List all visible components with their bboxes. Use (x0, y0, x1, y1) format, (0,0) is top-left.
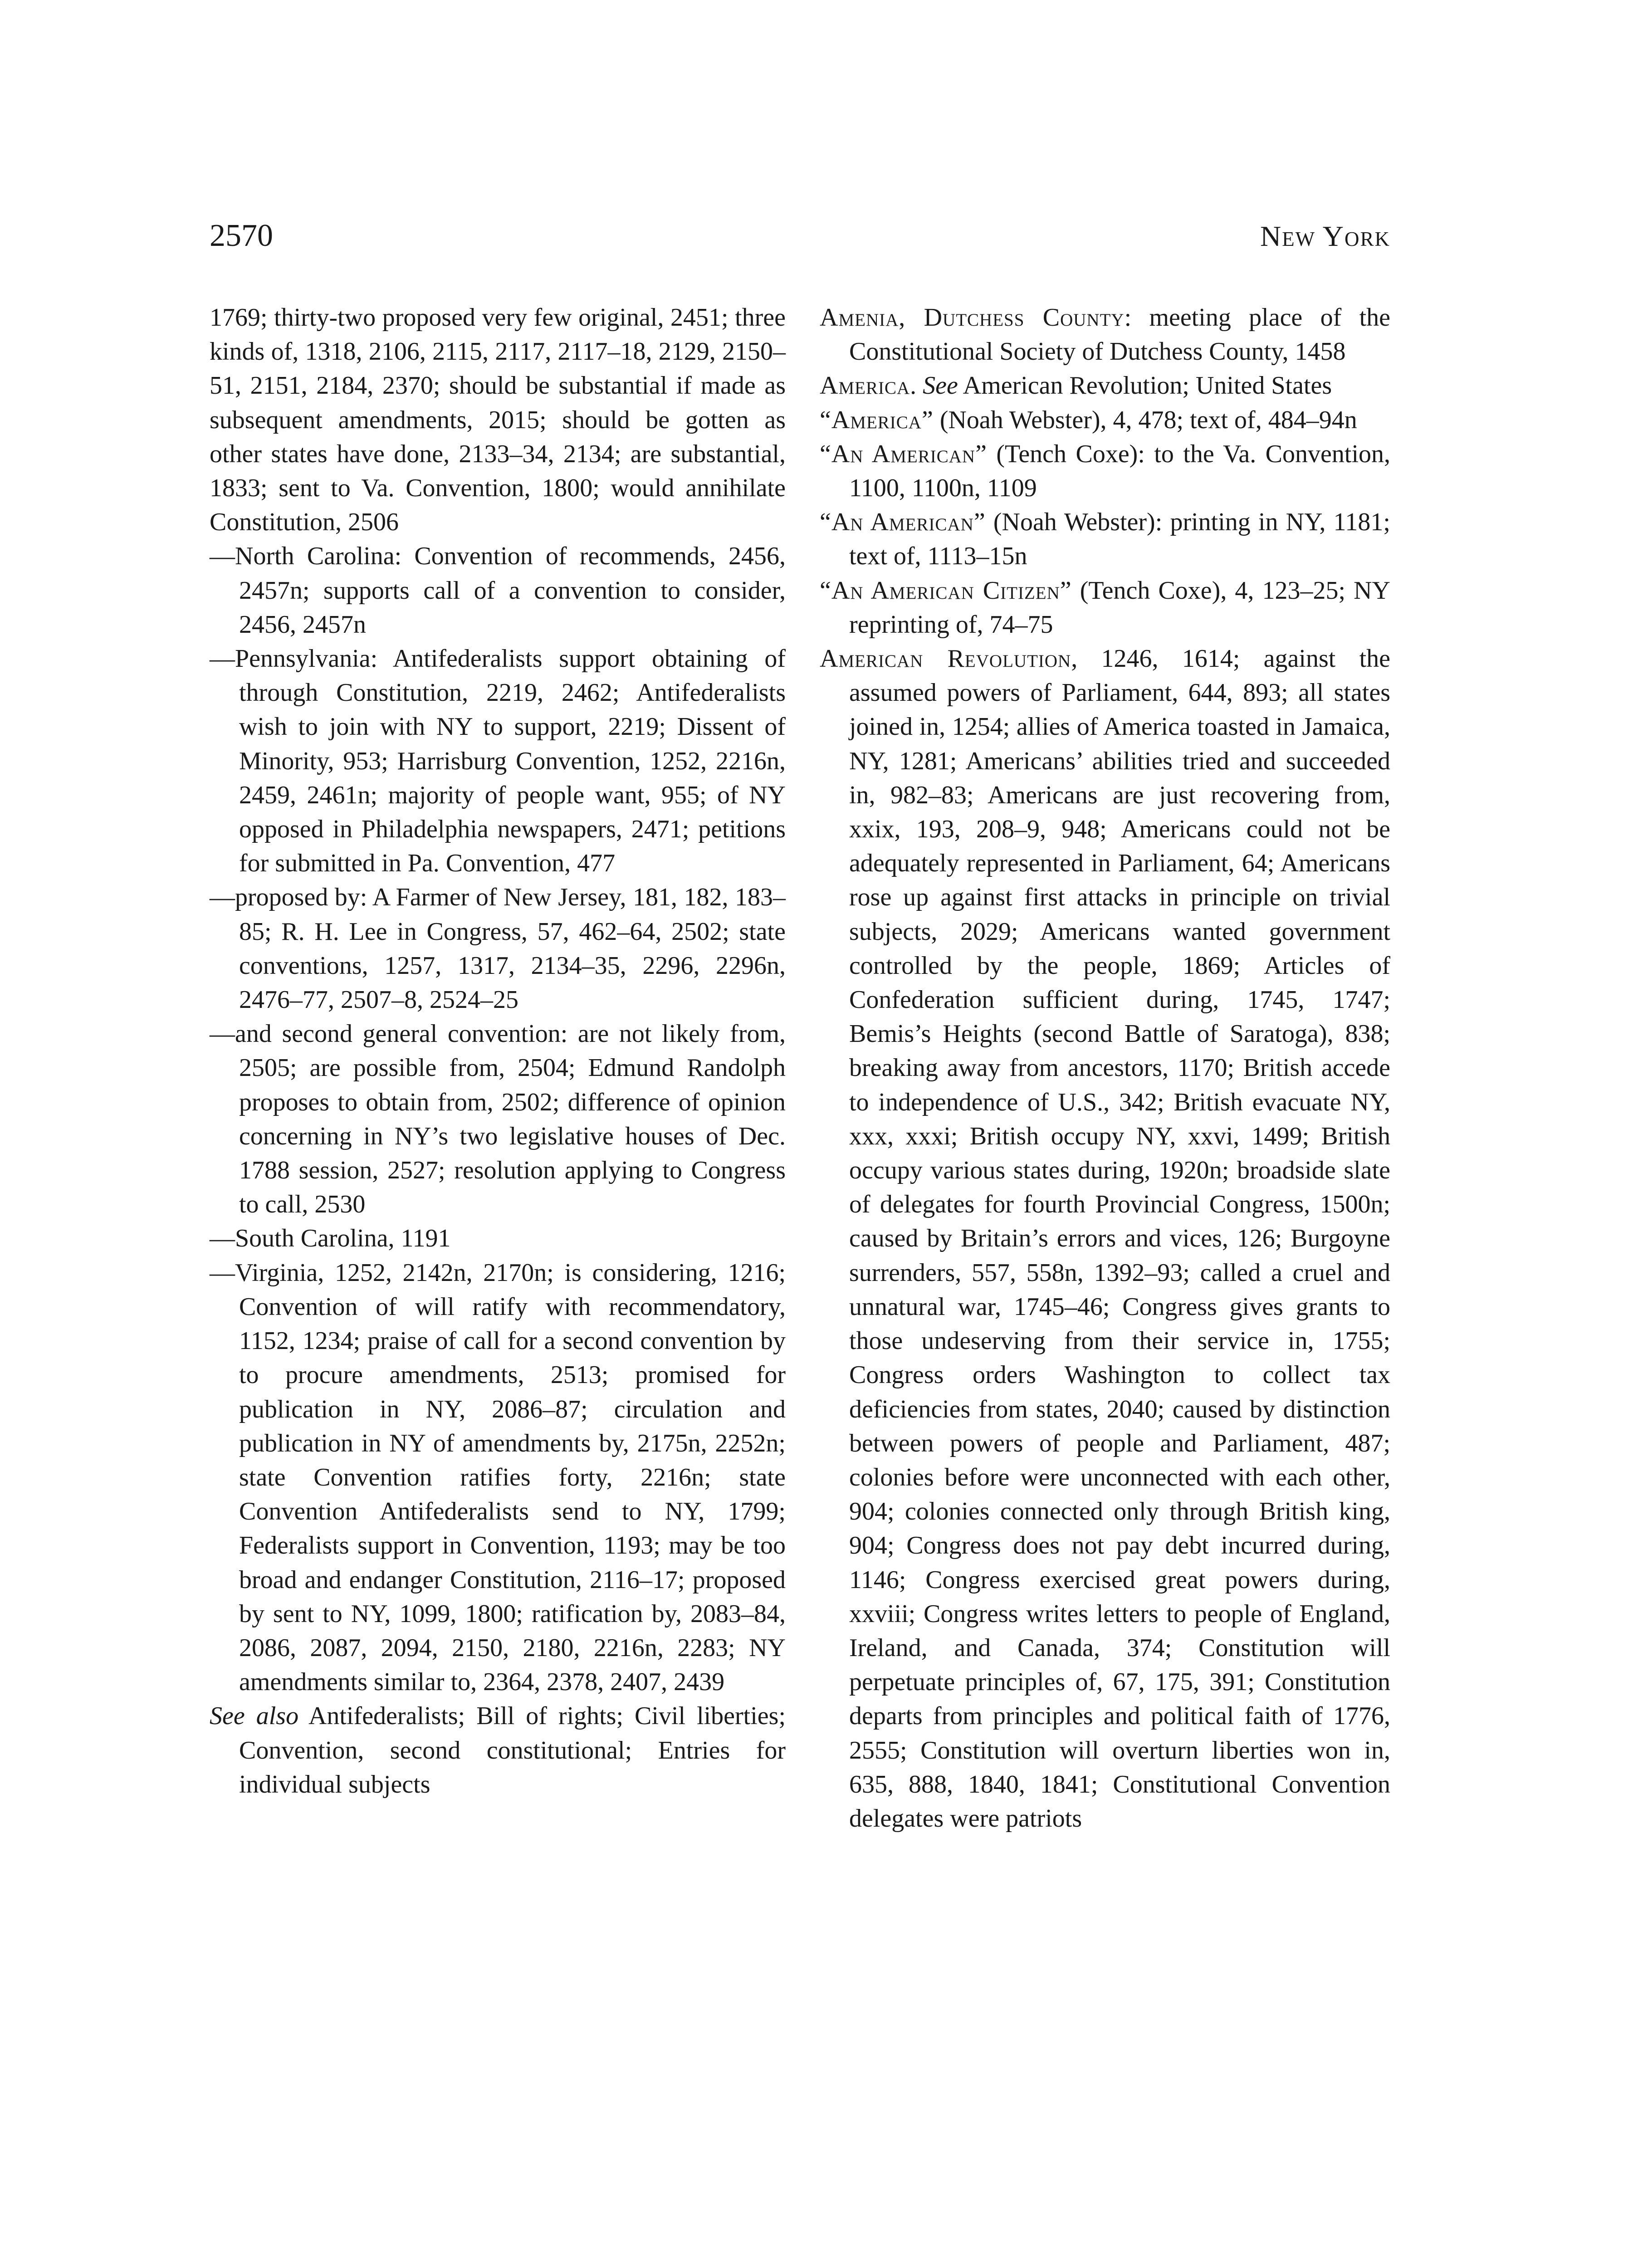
entry-heading: American Revolution (820, 645, 1071, 673)
entry-text: . See American Revolution; United States (910, 371, 1332, 400)
entry-heading: “An American” (820, 440, 987, 468)
entry-text: (Noah Webster): printing in NY, 1181; text of, 1113–15n (849, 508, 1390, 571)
entry-text: (Noah Webster), 4, 478; text of, 484–94n (933, 406, 1357, 434)
index-entry (820, 437, 1390, 505)
entry-heading: America (820, 371, 910, 400)
entry-text: , 1246, 1614; against the assumed powers of Parliament, 644, 893; all states joined in, 1254; allies of America toasted in Jamaica, NY, 1281; Americans’ abilities tried and succeeded in, 982–83; Americans are just recovering from, xxix, 193, 208–9, 948; Americans could not be adequately represented in Parliament, 64; Americans rose up against first attacks in principle on trivial subjects, 2029; Americans wanted government controlled by the people, 1869; Articles of Confederation sufficient during, 1745, 1747; Bemis’s Heights (second Battle of Saratoga), 838; breaking away from ancestors, 1170; British accede to independence of U.S., 342; British evacuate NY, xxx, xxxi; British occupy NY, xxvi, 1499; British occupy various states during, 1920n; broadside slate of delegates for fourth Provincial Congress, 1500n; caused by Britain’s errors and vices, 126; Burgoyne surrenders, 557, 558n, 1392–93; called a cruel and unnatural war, 1745–46; Congress gives grants to those undeserving from their service in, 1755; Congress orders Washington to collect tax deficiencies from states, 2040; caused by distinction between powers of people and Parliament, 487; colonies before were unconnected with each other, 904; colonies connected only through British king, 904; Congress does not pay debt incurred during, 1146; Congress exercised great powers during, xxviii; Congress writes letters to people of England, Ireland, and Canada, 374; Constitution will perpetuate principles of, 67, 175, 391; Constitution departs from principles and political faith of 1776, 2555; Constitution will overturn liberties won in, 635, 888, 1840, 1841; Constitutional Convention delegates were patriots (849, 645, 1390, 1833)
see-also-label: See also (210, 1702, 299, 1730)
running-head: New York (1260, 220, 1390, 252)
index-entry (820, 505, 1390, 573)
see-label: See (923, 371, 958, 400)
entry-text: (Tench Coxe): to the Va. Convention, 1100, 1100n, 1109 (849, 440, 1390, 503)
entry-heading: Amenia, Dutchess County (820, 303, 1125, 332)
entry-heading: “An American Citizen” (820, 576, 1072, 605)
entry-heading: “An American” (820, 508, 986, 537)
subentry-second-convention: —and second general convention: are not likely from, 2505; are possible from, 2504; Edmund Randolph proposes to obtain from, 2502; difference of opinion concerning in NY’s two legislative houses of Dec. 1788 session, 2527; resolution applying to Congress to call, 2530 (210, 1020, 786, 1219)
right-column (820, 301, 1390, 1836)
page-header (210, 218, 1390, 259)
index-entry (820, 301, 1390, 369)
index-entry (820, 369, 1390, 403)
subentry-proposed-by: —proposed by: A Farmer of New Jersey, 181, 182, 183–85; R. H. Lee in Congress, 57, 462–64, 2502; state conventions, 1257, 1317, 2134–35, 2296, 2296n, 2476–77, 2507–8, 2524–25 (210, 883, 786, 1014)
entry-text: (Tench Coxe), 4, 123–25; NY reprinting of, 74–75 (849, 576, 1390, 639)
continued-entry-text: 1769; thirty-two proposed very few original, 2451; three kinds of, 1318, 2106, 2115, 2117, 2117–18, 2129, 2150–51, 2151, 2184, 2370; should be substantial if made as subsequent amendments, 2015; should be gotten as other states have done, 2133–34, 2134; are substantial, 1833; sent to Va. Convention, 1800; would annihilate Constitution, 2506 (210, 303, 786, 537)
index-entry (820, 574, 1390, 642)
entry-text: : meeting place of the Constitutional Society of Dutchess County, 1458 (849, 303, 1390, 366)
see-also-reference (210, 1699, 786, 1802)
subentry-pennsylvania: —Pennsylvania: Antifederalists support obtaining of through Constitution, 2219, 2462; Antifederalists wish to join with NY to support, 2219; Dissent of Minority, 953; Harrisburg Convention, 1252, 2216n, 2459, 2461n; majority of people want, 955; of NY opposed in Philadelphia newspapers, 2471; petitions for submitted in Pa. Convention, 477 (210, 645, 786, 878)
subentry-virginia: —Virginia, 1252, 2142n, 2170n; is considering, 1216; Convention of will ratify with recommendatory, 1152, 1234; praise of call for a second convention by to procure amendments, 2513; promised for publication in NY, 2086–87; circulation and publication in NY of amendments by, 2175n, 2252n; state Convention ratifies forty, 2216n; state Convention Antifederalists send to NY, 1799; Federalists support in Convention, 1193; may be too broad and endanger Constitution, 2116–17; proposed by sent to NY, 1099, 1800; ratification by, 2083–84, 2086, 2087, 2094, 2150, 2180, 2216n, 2283; NY amendments similar to, 2364, 2378, 2407, 2439 (210, 1258, 786, 1696)
index-entry (820, 403, 1390, 437)
subentry-south-carolina: —South Carolina, 1191 (210, 1224, 451, 1253)
subentry-north-carolina: —North Carolina: Convention of recommends, 2456, 2457n; supports call of a convention to consider, 2456, 2457n (210, 542, 786, 639)
see-also-text: Antifederalists; Bill of rights; Civil liberties; Convention, second constitutional; Entries for individual subjects (239, 1702, 786, 1799)
page-number: 2570 (210, 218, 273, 253)
index-entry (820, 642, 1390, 1836)
entry-heading: “America” (820, 406, 934, 434)
left-column (210, 301, 786, 1802)
